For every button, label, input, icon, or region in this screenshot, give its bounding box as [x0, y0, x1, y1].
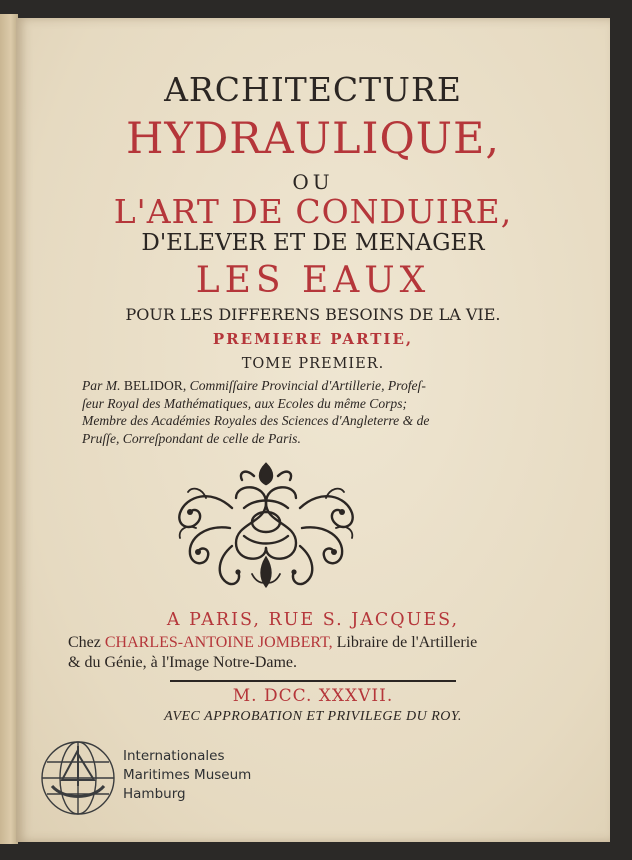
title-line-besoins: POUR LES DIFFERENS BESOINS DE LA VIE. [125, 305, 501, 324]
author-line-1-rest: Commiſſaire Provincial d'Artillerie, Profeſ- [186, 378, 426, 393]
stamp-line-2: Maritimes Museum [123, 767, 252, 783]
imprint-rule [170, 680, 456, 682]
title-line-les-eaux: LES EAUX [195, 260, 431, 301]
imprint-date: M. DCC. XXXVII. [232, 686, 394, 706]
privilege-line: AVEC APPROBATION ET PRIVILEGE DU ROY. [164, 709, 462, 724]
imprint-chez: Chez [68, 634, 105, 651]
title-line-elever: D'ELEVER ET DE MENAGER [141, 230, 485, 256]
title-line-ou: OU [292, 170, 334, 194]
part-heading: PREMIERE PARTIE, [212, 330, 414, 348]
author-line-2: ſeur Royal des Mathématiques, aux Ecoles du même Corps; [82, 395, 408, 411]
imprint-city: A PARIS, RUE S. JACQUES, [166, 610, 460, 630]
globe-ship-logo-icon [38, 738, 118, 818]
title-line-architecture: ARCHITECTURE [164, 70, 462, 109]
author-line-1 [82, 377, 556, 395]
title-line-art-de-conduire: L'ART DE CONDUIRE, [113, 192, 513, 231]
imprint-line-1 [68, 634, 477, 652]
stamp-line-3: Hamburg [123, 786, 186, 802]
title-page [16, 18, 610, 842]
floral-vignette-icon [166, 458, 366, 593]
imprint-printer: CHARLES-ANTOINE JOMBERT, [104, 634, 333, 651]
museum-stamp [123, 747, 251, 804]
volume-heading: TOME PREMIER. [241, 356, 385, 372]
author-prefix: Par M. [82, 378, 124, 393]
imprint-line-1-rest: Libraire de l'Artillerie [332, 634, 478, 651]
author-block [82, 377, 556, 447]
title-line-hydraulique: HYDRAULIQUE, [125, 114, 501, 164]
imprint-line-2: & du Génie, à l'Image Notre-Dame. [68, 654, 298, 671]
author-name: BELIDOR, [123, 378, 187, 393]
author-line-4: Pruſſe, Correſpondant de celle de Paris. [82, 430, 301, 446]
stamp-line-1: Internationales [123, 748, 225, 764]
author-line-3: Membre des Académies Royales des Sciences d'Angleterre & de [82, 413, 430, 428]
